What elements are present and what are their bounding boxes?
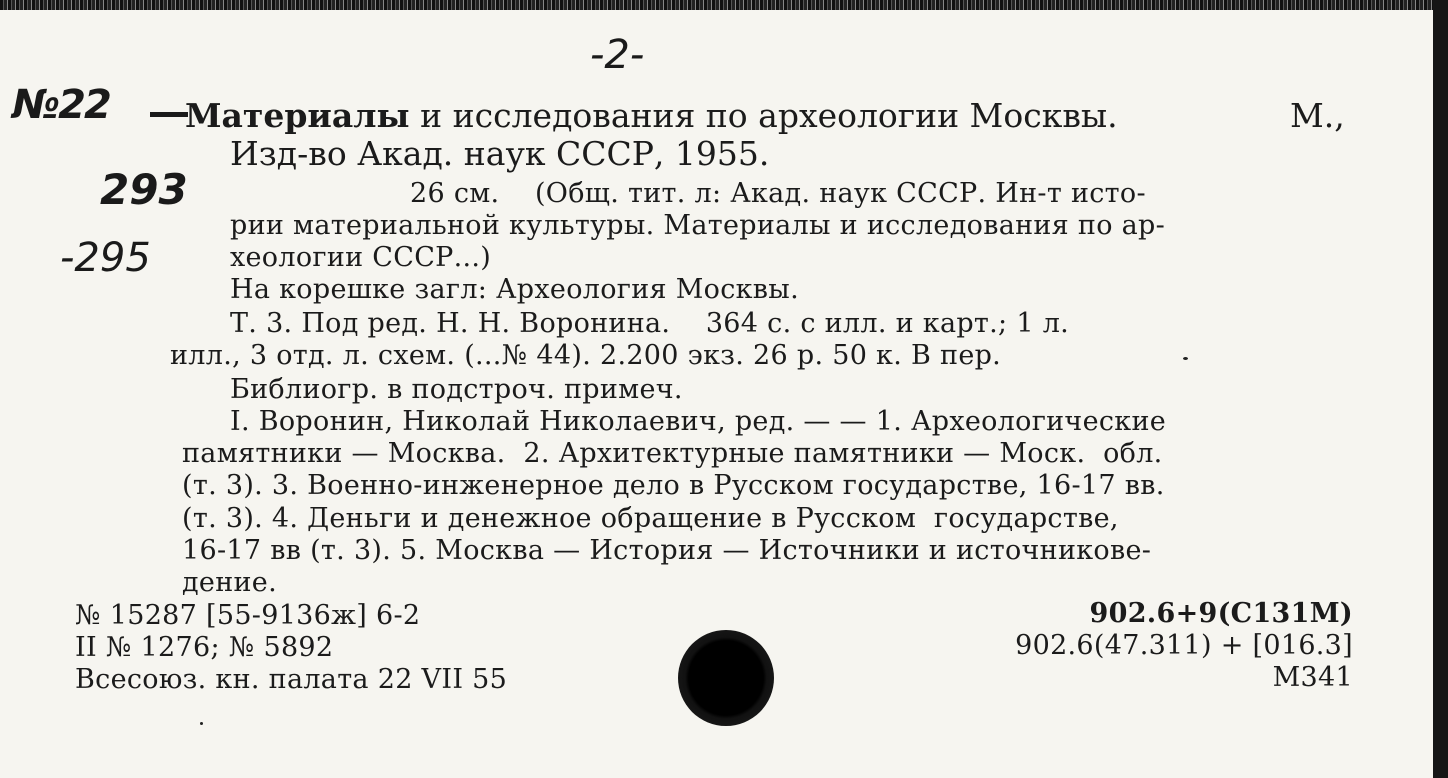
volume-line-2: илл., 3 отд. л. схем. (...№ 44). 2.200 экз. 26 р. 50 к. В пер. (170, 340, 1002, 371)
title-rest: и исследования по археологии Москвы. (409, 96, 1118, 135)
registry-number: № 15287 [55-9136ж] 6-2 (75, 600, 421, 631)
classification-secondary: 902.6(47.311) + [016.3] (1015, 630, 1353, 661)
scan-right-edge (1433, 0, 1448, 778)
bibliography-note: Библиогр. в подстроч. примеч. (230, 374, 683, 405)
subjects-line-6: дение. (182, 567, 277, 598)
accession-mark-handwritten: №22 (12, 82, 110, 128)
page-number-handwritten: -2- (590, 32, 645, 78)
subjects-line-1: I. Воронин, Николай Николаевич, ред. — — 1. Археологические (230, 406, 1167, 437)
description-line-2: рии материальной культуры. Материалы и исследования по ар- (230, 210, 1166, 241)
library-catalog-card (0, 10, 1433, 778)
shelf-mark-2-handwritten: -295 (60, 235, 151, 281)
title-line-1 (185, 96, 1118, 135)
author-mark: М341 (1272, 662, 1353, 693)
subjects-line-4: (т. 3). 4. Деньги и денежное обращение в Русском государстве, (182, 503, 1119, 534)
shelf-mark-1-handwritten: 293 (100, 165, 188, 214)
ink-smudge (1183, 357, 1188, 360)
description-line-1: 26 см. (Общ. тит. л: Акад. наук СССР. Ин-т исто- (410, 178, 1146, 209)
accession-dash (150, 112, 188, 117)
classification-code: 902.6+9(С131М) (1089, 598, 1353, 629)
description-line-3: хеологии СССР...) (230, 242, 492, 273)
card-punch-hole (678, 630, 774, 726)
title-lead-word: Материалы (185, 96, 410, 135)
spine-title: На корешке загл: Археология Москвы. (230, 274, 799, 305)
subjects-line-2: памятники — Москва. 2. Архитектурные памятники — Моск. обл. (182, 438, 1163, 469)
chamber-date: Всесоюз. кн. палата 22 VII 55 (75, 664, 508, 695)
publication-place: М., (1290, 96, 1345, 135)
registry-secondary: II № 1276; № 5892 (75, 632, 334, 663)
ink-smudge (200, 722, 203, 725)
volume-line-1: Т. 3. Под ред. Н. Н. Воронина. 364 с. с илл. и карт.; 1 л. (230, 308, 1070, 339)
title-line-2: Изд-во Акад. наук СССР, 1955. (230, 134, 770, 173)
subjects-line-3: (т. 3). 3. Военно-инженерное дело в Русском государстве, 16-17 вв. (182, 470, 1165, 501)
subjects-line-5: 16-17 вв (т. 3). 5. Москва — История — Источники и источникове- (182, 535, 1152, 566)
